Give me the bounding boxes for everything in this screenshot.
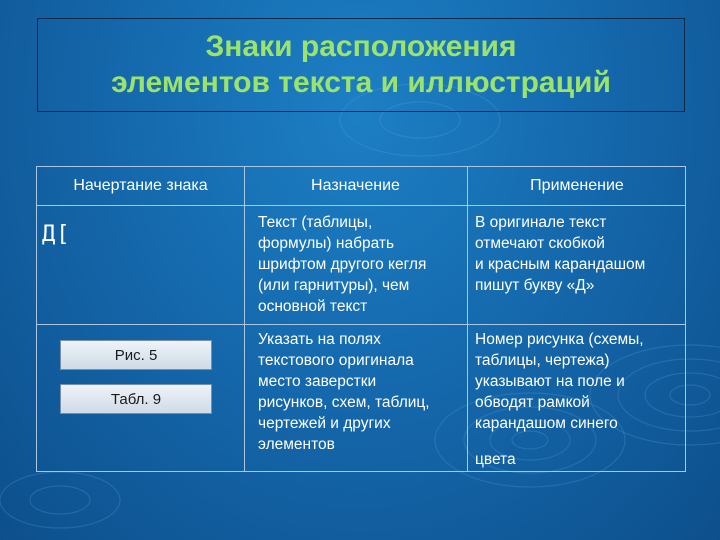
header-purpose: Назначение <box>311 177 400 194</box>
row2-usage: Номер рисунка (схемы, таблицы, чертежа) указывают на поле и обводят рамкой карандашом синего <box>475 331 644 432</box>
header-sign-shape: Начертание знака <box>73 177 208 194</box>
row1-usage: В оригинале текст отмечают скобкой и красным карандашом пишут букву «Д» <box>475 214 646 294</box>
slide-title-box <box>37 18 685 112</box>
column-divider <box>467 167 468 471</box>
row1-purpose: Текст (таблицы, формулы) набрать шрифтом другого кегля (или гарнитуры), чем основной текст <box>258 214 427 315</box>
figure-number-label: Рис. 5 <box>60 340 212 370</box>
slide-title-line-2: элементов текста и иллюстраций <box>111 66 611 99</box>
table-number-label: Табл. 9 <box>60 384 212 414</box>
row2-purpose: Указать на полях текстового оригинала место заверстки рисунков, схем, таблиц, чертежей и других элементов <box>258 331 430 453</box>
slide-title-line-1: Знаки расположения <box>205 30 517 63</box>
column-divider <box>244 167 245 471</box>
header-usage: Применение <box>530 177 624 194</box>
d-bracket-mark: Д[ <box>42 222 71 247</box>
row2-usage-last-word: цвета <box>475 451 516 468</box>
row-divider <box>37 324 685 325</box>
row-divider <box>37 205 685 206</box>
signs-table <box>36 166 686 472</box>
